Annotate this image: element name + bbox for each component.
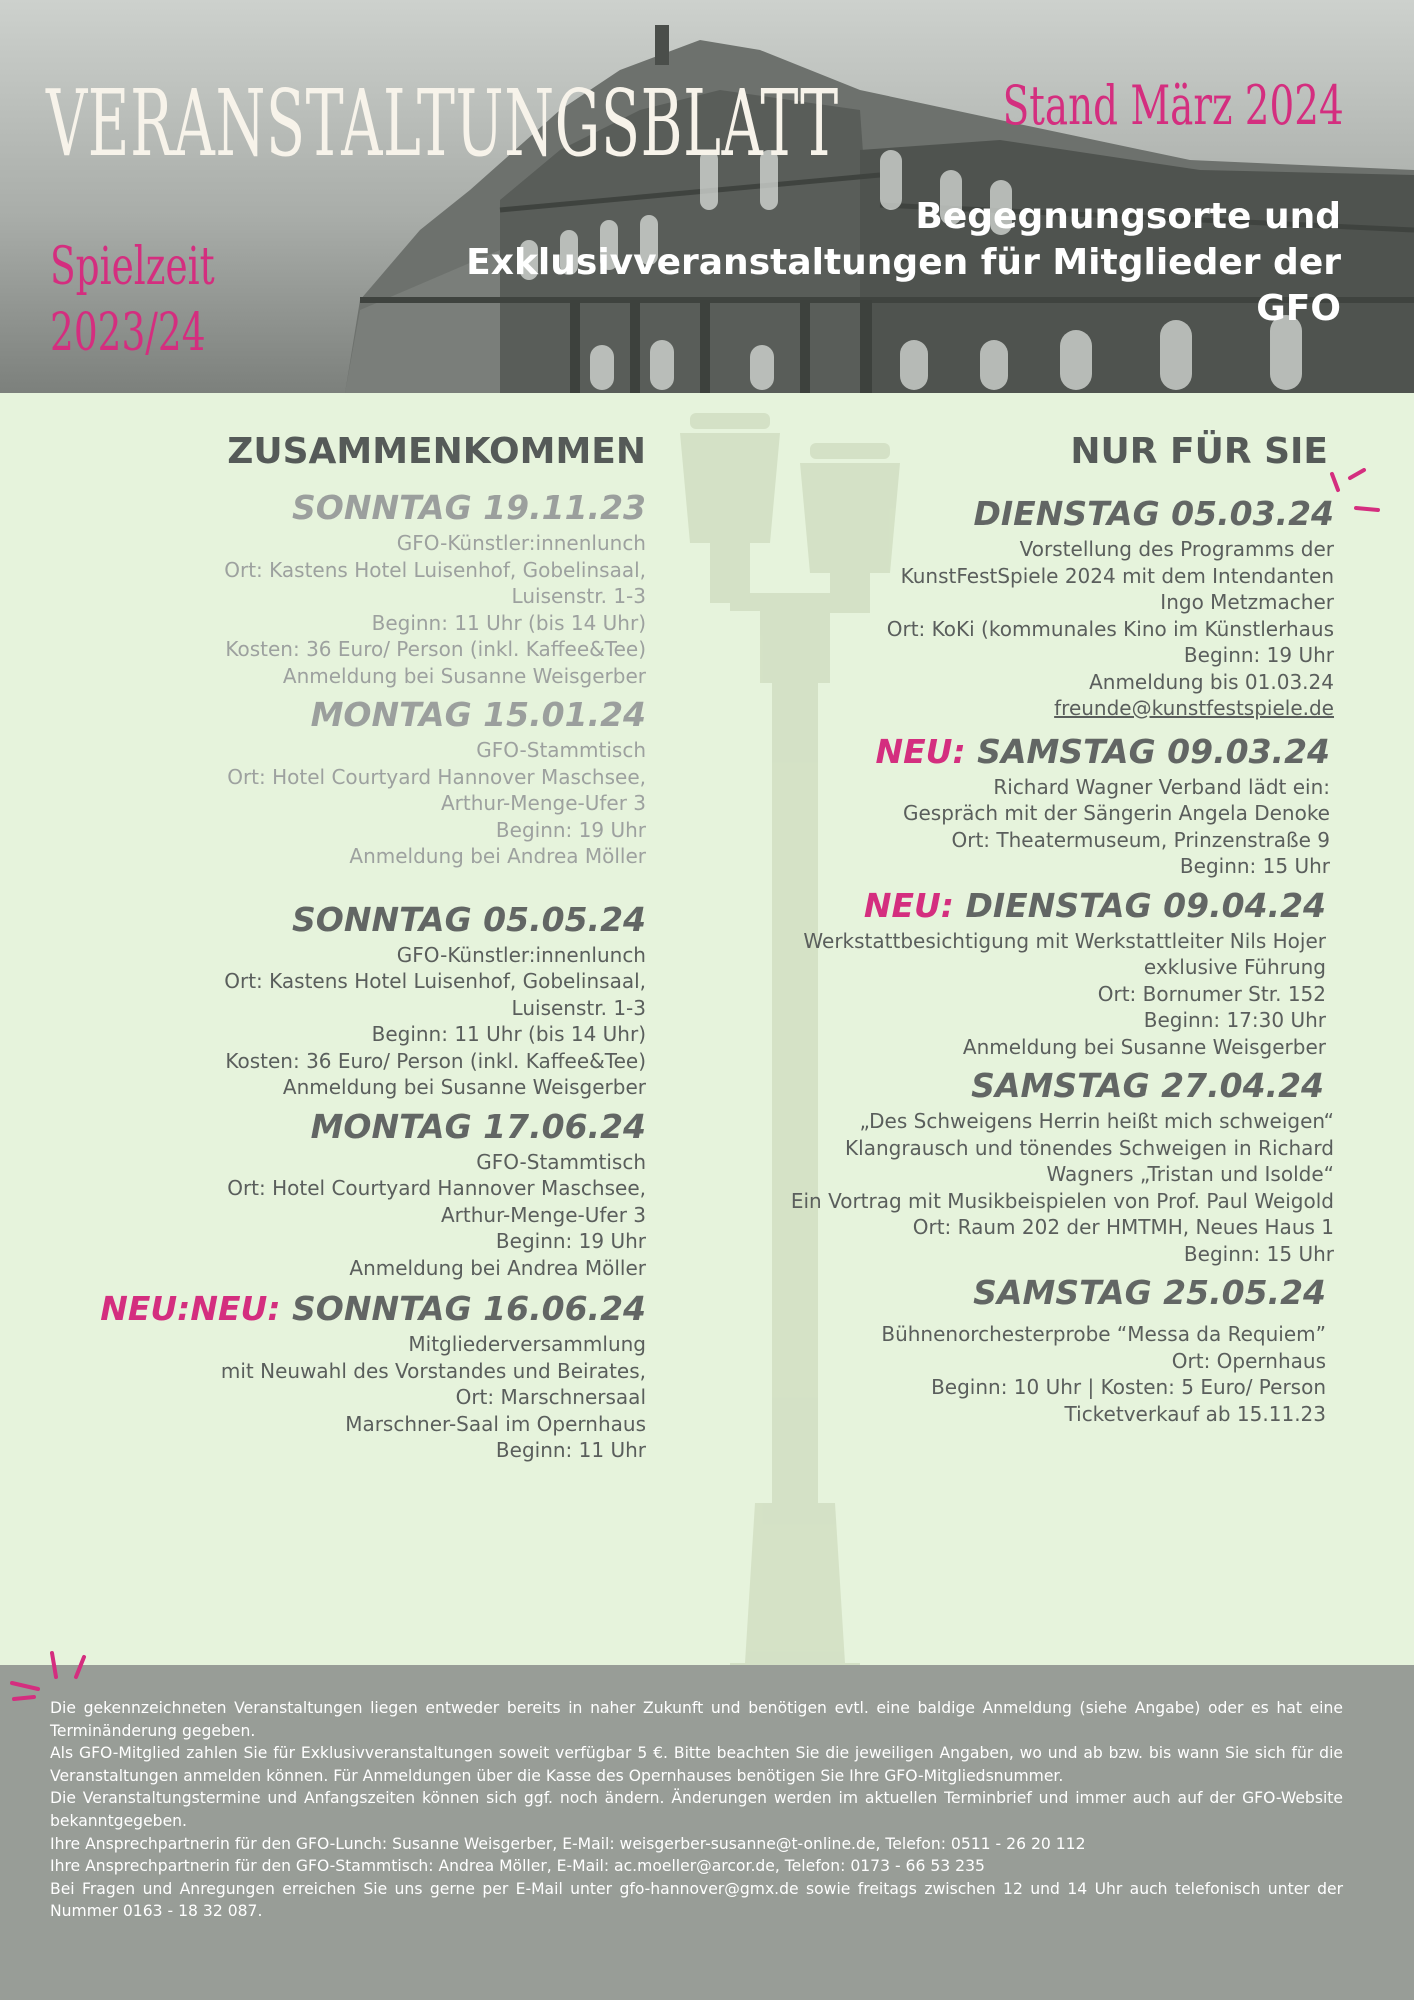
subtitle-line2: Exklusivveranstaltungen für Mitglieder der [466,242,1341,283]
event-line: Arthur-Menge-Ufer 3 [441,1202,646,1227]
event-date: SONNTAG 05.05.24 [292,899,646,939]
season-label-line2: 2023/24 [50,303,206,363]
event-line: Ort: Marschnersaal [455,1385,646,1409]
event-line: Vorstellung des Programms der [1019,537,1334,561]
event-details [634,1321,1326,1427]
event-date [634,884,1326,928]
event-date: DIENSTAG 05.03.24 [973,494,1334,533]
subtitle [381,194,1341,332]
footer-paragraph: Bei Fragen und Anregungen erreichen Sie uns gerne per E-Mail unter gfo-hannover@gmx.de sowie freitags zwischen 12 und 14 Uhr auch telefonisch unter der Nummer 0163 - 18 32 087. [50,1879,1343,1921]
subtitle-line1: Begegnungsorte und [915,196,1341,237]
event-line: Anmeldung bei Susanne Weisgerber [962,1034,1326,1059]
event-line: Gespräch mit der Sängerin Angela Denoke [902,801,1330,825]
event-details [6,530,646,689]
event-line: Ort: KoKi (kommunales Kino im Künstlerhaus [886,616,1334,641]
event-line: exklusive Führung [1143,955,1326,979]
subtitle-line3: GFO [1256,288,1341,329]
footer-paragraph: Die Veranstaltungstermine und Anfangszeiten können sich ggf. noch ändern. Änderungen werden im aktuellen Terminbrief und immer auch auf der GFO-Website bekanntgegeben. [50,1789,1343,1830]
event-item [6,1287,646,1464]
event-line: „Des Schweigens Herrin heißt mich schweigen“ [859,1109,1334,1133]
accent-burst-icon [1328,468,1388,538]
event-date-text: DIENSTAG 09.04.24 [965,885,1326,925]
header-banner [0,0,1414,393]
event-line: Bühnenorchesterprobe “Messa da Requiem” [881,1322,1326,1346]
event-date: SONNTAG 19.11.23 [292,488,646,527]
event-line: GFO-Stammtisch [476,1149,646,1174]
event-line: Anmeldung bei Susanne Weisgerber [282,1075,646,1099]
event-line: Ticketverkauf ab 15.11.23 [1064,1401,1326,1426]
event-line: Beginn: 11 Uhr (bis 14 Uhr) [371,1022,646,1046]
event-item [634,884,1326,1061]
event-line: GFO-Künstler:innenlunch [396,942,646,967]
event-line: Anmeldung bis 01.03.24 [1089,669,1334,694]
event-line: GFO-Künstler:innenlunch [396,531,646,555]
footer-paragraph: Ihre Ansprechpartnerin für den GFO-Lunch: Susanne Weisgerber, E-Mail: weisgerber-susanne@t-online.de, Telefon: 0511 - 26 20 112 [50,1834,1086,1853]
event-line: GFO-Stammtisch [476,738,646,762]
event-date [634,730,1330,774]
event-line: Beginn: 10 Uhr | Kosten: 5 Euro/ Person [931,1375,1326,1399]
event-details [6,1331,646,1464]
footer-paragraph: Als GFO-Mitglied zahlen Sie für Exklusivveranstaltungen soweit verfügbar 5 €. Bitte beachten Sie die jeweiligen Angaben, wo und ab bzw. bis wann Sie sich für die Veranstaltungen anmelden können. Für Anmeldungen über die Kasse des Opernhauses benötigen Sie Ihre GFO-Mitgliedsnummer. [50,1744,1343,1785]
event-date-text: SONNTAG 16.06.24 [292,1289,646,1328]
event-line: Ort: Opernhaus [1171,1348,1326,1373]
event-line: Anmeldung bei Andrea Möller [349,1255,646,1280]
event-line: Richard Wagner Verband lädt ein: [993,774,1330,799]
right-column-title: NUR FÜR SIE [1070,431,1328,472]
event-details [6,942,646,1101]
event-date [6,1287,646,1331]
left-column [6,428,646,1464]
event-date: SAMSTAG 25.05.24 [973,1273,1326,1312]
event-line: Kosten: 36 Euro/ Person (inkl. Kaffee&Tee) [225,637,646,661]
event-line: Ort: Bornumer Str. 152 [1097,981,1326,1006]
event-line: Beginn: 19 Uhr [1183,643,1334,667]
event-line: Beginn: 17:30 Uhr [1143,1008,1326,1032]
event-line: Ort: Hotel Courtyard Hannover Maschsee, [227,764,646,789]
event-line: Beginn: 11 Uhr [495,1438,646,1462]
event-item [634,730,1330,880]
footer-text [50,1697,1343,1923]
event-details [634,928,1326,1061]
event-item [634,1271,1326,1427]
footer-paragraph: Die gekennzeichneten Veranstaltungen liegen entweder bereits in naher Zukunft und benötigen evtl. eine baldige Anmeldung (siehe Angabe) oder es hat eine Terminänderung gegeben. [50,1699,1343,1740]
event-line: Wagners „Tristan und Isolde“ [1046,1162,1334,1186]
event-details [6,737,646,870]
event-line: Mitgliederversammlung [408,1332,646,1356]
event-line: Beginn: 19 Uhr [495,817,646,842]
event-item [6,693,646,870]
season-label-line1: Spielzeit [50,237,215,297]
event-line: Beginn: 11 Uhr (bis 14 Uhr) [371,610,646,635]
new-badge: NEU: [863,885,954,925]
event-line: Luisenstr. 1-3 [511,584,646,608]
event-line: Kosten: 36 Euro/ Person (inkl. Kaffee&Tee) [225,1048,646,1073]
event-item [634,492,1334,722]
new-badge: NEU: [875,731,966,771]
event-date: MONTAG 15.01.24 [310,695,646,734]
right-column [634,428,1334,1427]
event-line: Beginn: 15 Uhr [1183,1241,1334,1266]
event-line: Luisenstr. 1-3 [511,995,646,1020]
event-line: Klangrausch und tönendes Schweigen in Richard [845,1135,1334,1160]
event-line: Ort: Theatermuseum, Prinzenstraße 9 [951,827,1330,852]
document-title: VERANSTALTUNGSBLATT [46,70,839,177]
event-line: KunstFestSpiele 2024 mit dem Intendanten [900,563,1334,588]
event-item [6,1105,646,1282]
event-line: Ort: Hotel Courtyard Hannover Maschsee, [227,1176,646,1200]
event-line: Ingo Metzmacher [1160,590,1334,614]
event-line: Werkstattbesichtigung mit Werkstattleiter Nils Hojer [803,928,1326,953]
event-line: Anmeldung bei Susanne Weisgerber [282,663,646,688]
event-details [634,536,1334,722]
footer-paragraph: Ihre Ansprechpartnerin für den GFO-Stammtisch: Andrea Möller, E-Mail: ac.moeller@arcor.de, Telefon: 0173 - 66 53 235 [50,1857,985,1876]
event-line: Beginn: 19 Uhr [495,1229,646,1253]
event-line: mit Neuwahl des Vorstandes und Beirates, [220,1358,646,1383]
event-item [6,898,646,1101]
event-line: Ein Vortrag mit Musikbeispielen von Prof. Paul Weigold [790,1188,1334,1213]
event-line: Ort: Raum 202 der HMTMH, Neues Haus 1 [912,1215,1334,1239]
event-line: Ort: Kastens Hotel Luisenhof, Gobelinsaal, [224,969,646,993]
left-column-title: ZUSAMMENKOMMEN [227,431,646,472]
event-line: Marschner-Saal im Opernhaus [345,1411,646,1436]
event-details [634,774,1330,880]
event-details [634,1108,1334,1267]
event-date: SAMSTAG 27.04.24 [971,1066,1324,1105]
event-date: MONTAG 17.06.24 [310,1106,646,1146]
event-item [6,486,646,689]
stand-date: Stand März 2024 [1002,74,1344,137]
event-details [6,1149,646,1282]
event-item [634,1064,1334,1267]
event-line: Ort: Kastens Hotel Luisenhof, Gobelinsaal, [224,557,646,582]
footer-notes [0,1665,1414,2000]
event-date-text: SAMSTAG 09.03.24 [977,731,1330,771]
event-line: Beginn: 15 Uhr [1179,854,1330,878]
season-label [50,234,215,366]
event-line: Arthur-Menge-Ufer 3 [441,791,646,815]
event-line: Anmeldung bei Andrea Möller [349,844,646,868]
new-badge: NEU:NEU: [100,1289,281,1328]
email-link[interactable]: freunde@kunstfestspiele.de [1054,696,1334,720]
